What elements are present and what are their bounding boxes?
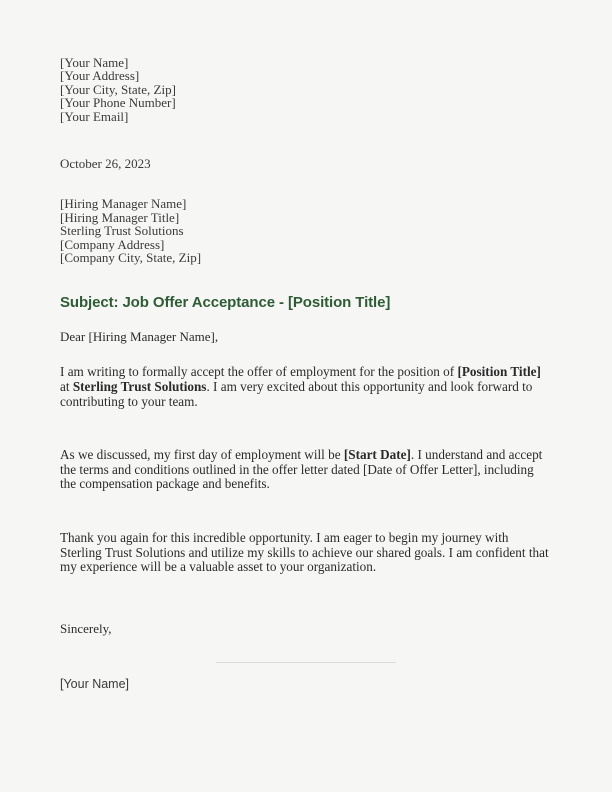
p1-text-2: at: [60, 379, 73, 395]
sender-name: [Your Name]: [60, 55, 129, 70]
letter-date: October 26, 2023: [60, 156, 151, 172]
recipient-company: Sterling Trust Solutions: [60, 223, 184, 239]
body-paragraph-2: [60, 448, 552, 492]
sender-phone: [Your Phone Number]: [60, 95, 176, 111]
signature-name: [Your Name]: [60, 676, 130, 691]
body-paragraph-1: [60, 365, 552, 409]
recipient-city-state-zip: [Company City, State, Zip]: [60, 250, 202, 266]
sender-city-state-zip: [Your City, State, Zip]: [60, 81, 176, 97]
p1-text-3: . I am very excited about this opportunity and look forward to contributing to your team.: [60, 379, 533, 409]
salutation: Dear [Hiring Manager Name],: [60, 329, 219, 345]
recipient-manager-name: [Hiring Manager Name]: [60, 196, 187, 212]
signature-line: [216, 662, 396, 663]
subject-line: Subject: Job Offer Acceptance - [Position Title]: [60, 294, 391, 312]
sender-address-block: [60, 0, 552, 123]
p1-bold-position-title: [Position Title]: [457, 364, 541, 380]
p1-text-1: I am writing to formally accept the offer of employment for the position of: [60, 364, 458, 380]
recipient-address-block: [60, 197, 552, 264]
closing-salutation: Sincerely,: [60, 620, 112, 636]
p1-bold-company: Sterling Trust Solutions: [72, 379, 207, 395]
sender-email: [Your Email]: [60, 108, 129, 124]
body-paragraph-3: [60, 531, 552, 575]
p3-text-1: Thank you again for this incredible opportunity. I am eager to begin my journey with Sterling Trust Solutions and utilize my skills to achieve our shared goals. I am confident that my experience will be a valuable asset to your organization.: [60, 530, 549, 575]
p2-text-1: As we discussed, my first day of employment will be: [60, 447, 344, 463]
recipient-address: [Company Address]: [60, 236, 165, 252]
p2-bold-start-date: [Start Date]: [343, 447, 411, 463]
p2-text-2: . I understand and accept the terms and conditions outlined in the offer letter dated [Date of Offer Letter], including the compensation package and benefits.: [60, 447, 543, 492]
sender-address: [Your Address]: [60, 68, 140, 84]
recipient-manager-title: [Hiring Manager Title]: [60, 209, 180, 225]
